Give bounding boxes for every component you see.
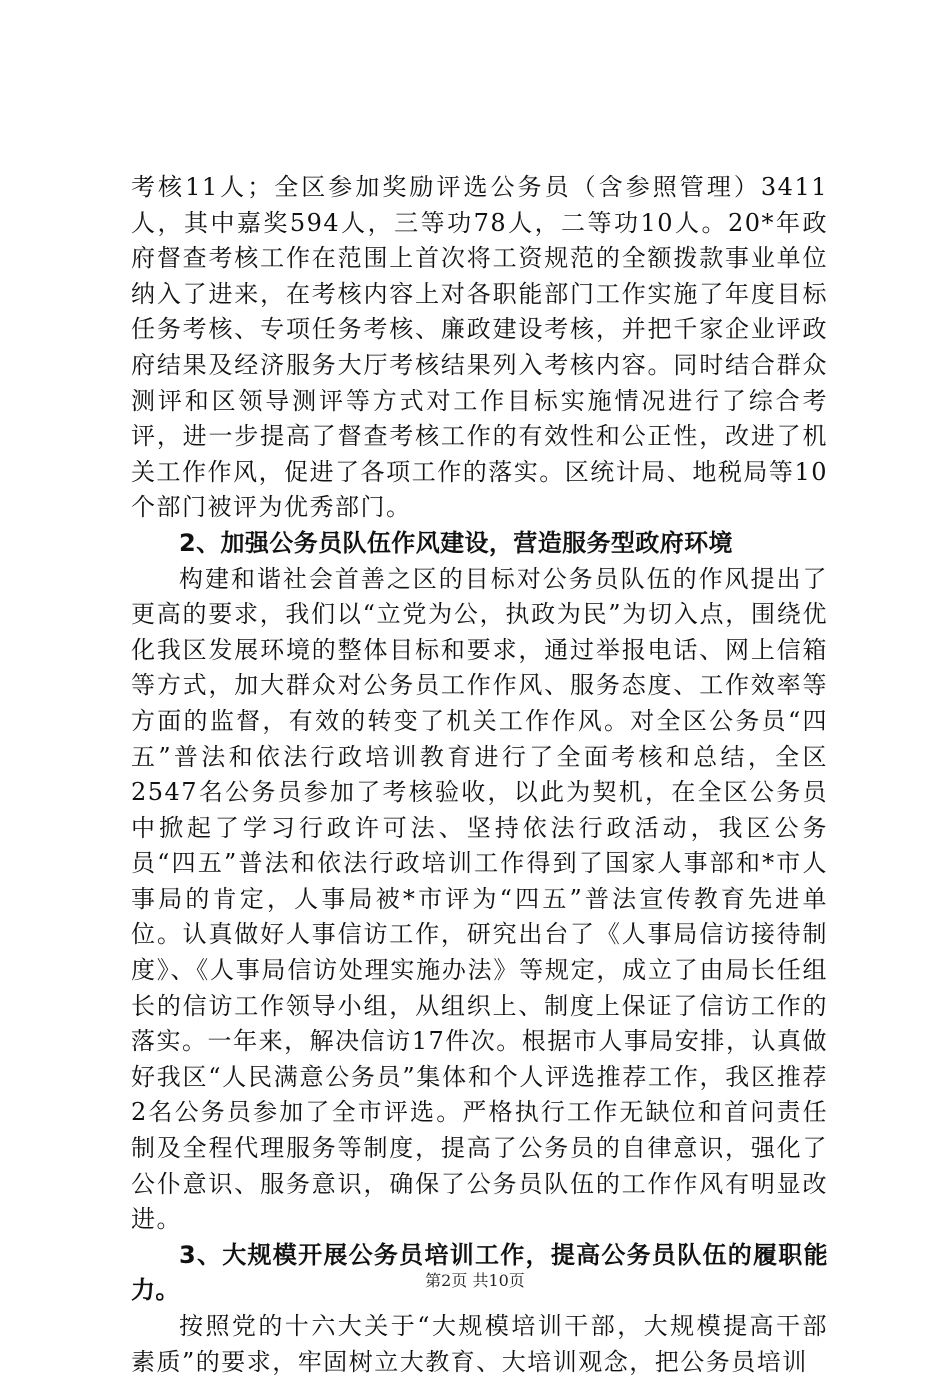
paragraph-work-style: 构建和谐社会首善之区的目标对公务员队伍的作风提出了更高的要求，我们以“立党为公，执政为民”为切入点，围绕优化我区发展环境的整体目标和要求，通过举报电话、网上信箱等方式，加大群众对公务员工作作风、服务态度、工作效率等方面的监督，有效的转变了机关工作作风。对全区公务员“四五”普法和依法行政培训教育进行了全面考核和总结，全区2547名公务员参加了考核验收，以此为契机，在全区公务员中掀起了学习行政许可法、坚持依法行政活动，我区公务员“四五”普法和依法行政培训工作得到了国家人事部和*市人事局的肯定，人事局被*市评为“四五”普法宣传教育先进单位。认真做好人事信访工作，研究出台了《人事局信访接待制度》、《人事局信访处理实施办法》等规定，成立了由局长任组长的信访工作领导小组，从组织上、制度上保证了信访工作的落实。一年来，解决信访17件次。根据市人事局安排，认真做好我区“人民满意公务员”集体和个人评选推荐工作，我区推荐2名公务员参加了全市评选。严格执行工作无缺位和首问责任制及全程代理服务等制度，提高了公务员的自律意识，强化了公仆意识、服务意识，确保了公务员队伍的工作作风有明显改进。 bbox=[131, 564, 828, 1234]
document-body bbox=[131, 170, 828, 1380]
section-heading-2: 2、加强公务员队伍作风建设，营造服务型政府环境 bbox=[179, 528, 733, 557]
paragraph-awards: 考核11人；全区参加奖励评选公务员（含参照管理）3411人，其中嘉奖594人，三等功78人，二等功10人。20*年政府督查考核工作在范围上首次将工资规范的全额拨款事业单位纳入了进来，在考核内容上对各职能部门工作实施了年度目标任务考核、专项任务考核、廉政建设考核，并把千家企业评政府结果及经济服务大厅考核结果列入考核内容。同时结合群众测评和区领导测评等方式对工作目标实施情况进行了综合考评，进一步提高了督查考核工作的有效性和公正性，改进了机关工作作风，促进了各项工作的落实。区统计局、地税局等10个部门被评为优秀部门。 bbox=[131, 173, 828, 522]
paragraph-training: 按照党的十六大关于“大规模培训干部，大规模提高干部素质”的要求，牢固树立大教育、大培训观念，把公务员培训 bbox=[131, 1312, 828, 1376]
page-footer: 第2页 共10页 bbox=[425, 1271, 525, 1290]
section-heading-3: 3、大规模开展公务员培训工作，提高公务员队伍的履职能力。 bbox=[131, 1240, 828, 1305]
